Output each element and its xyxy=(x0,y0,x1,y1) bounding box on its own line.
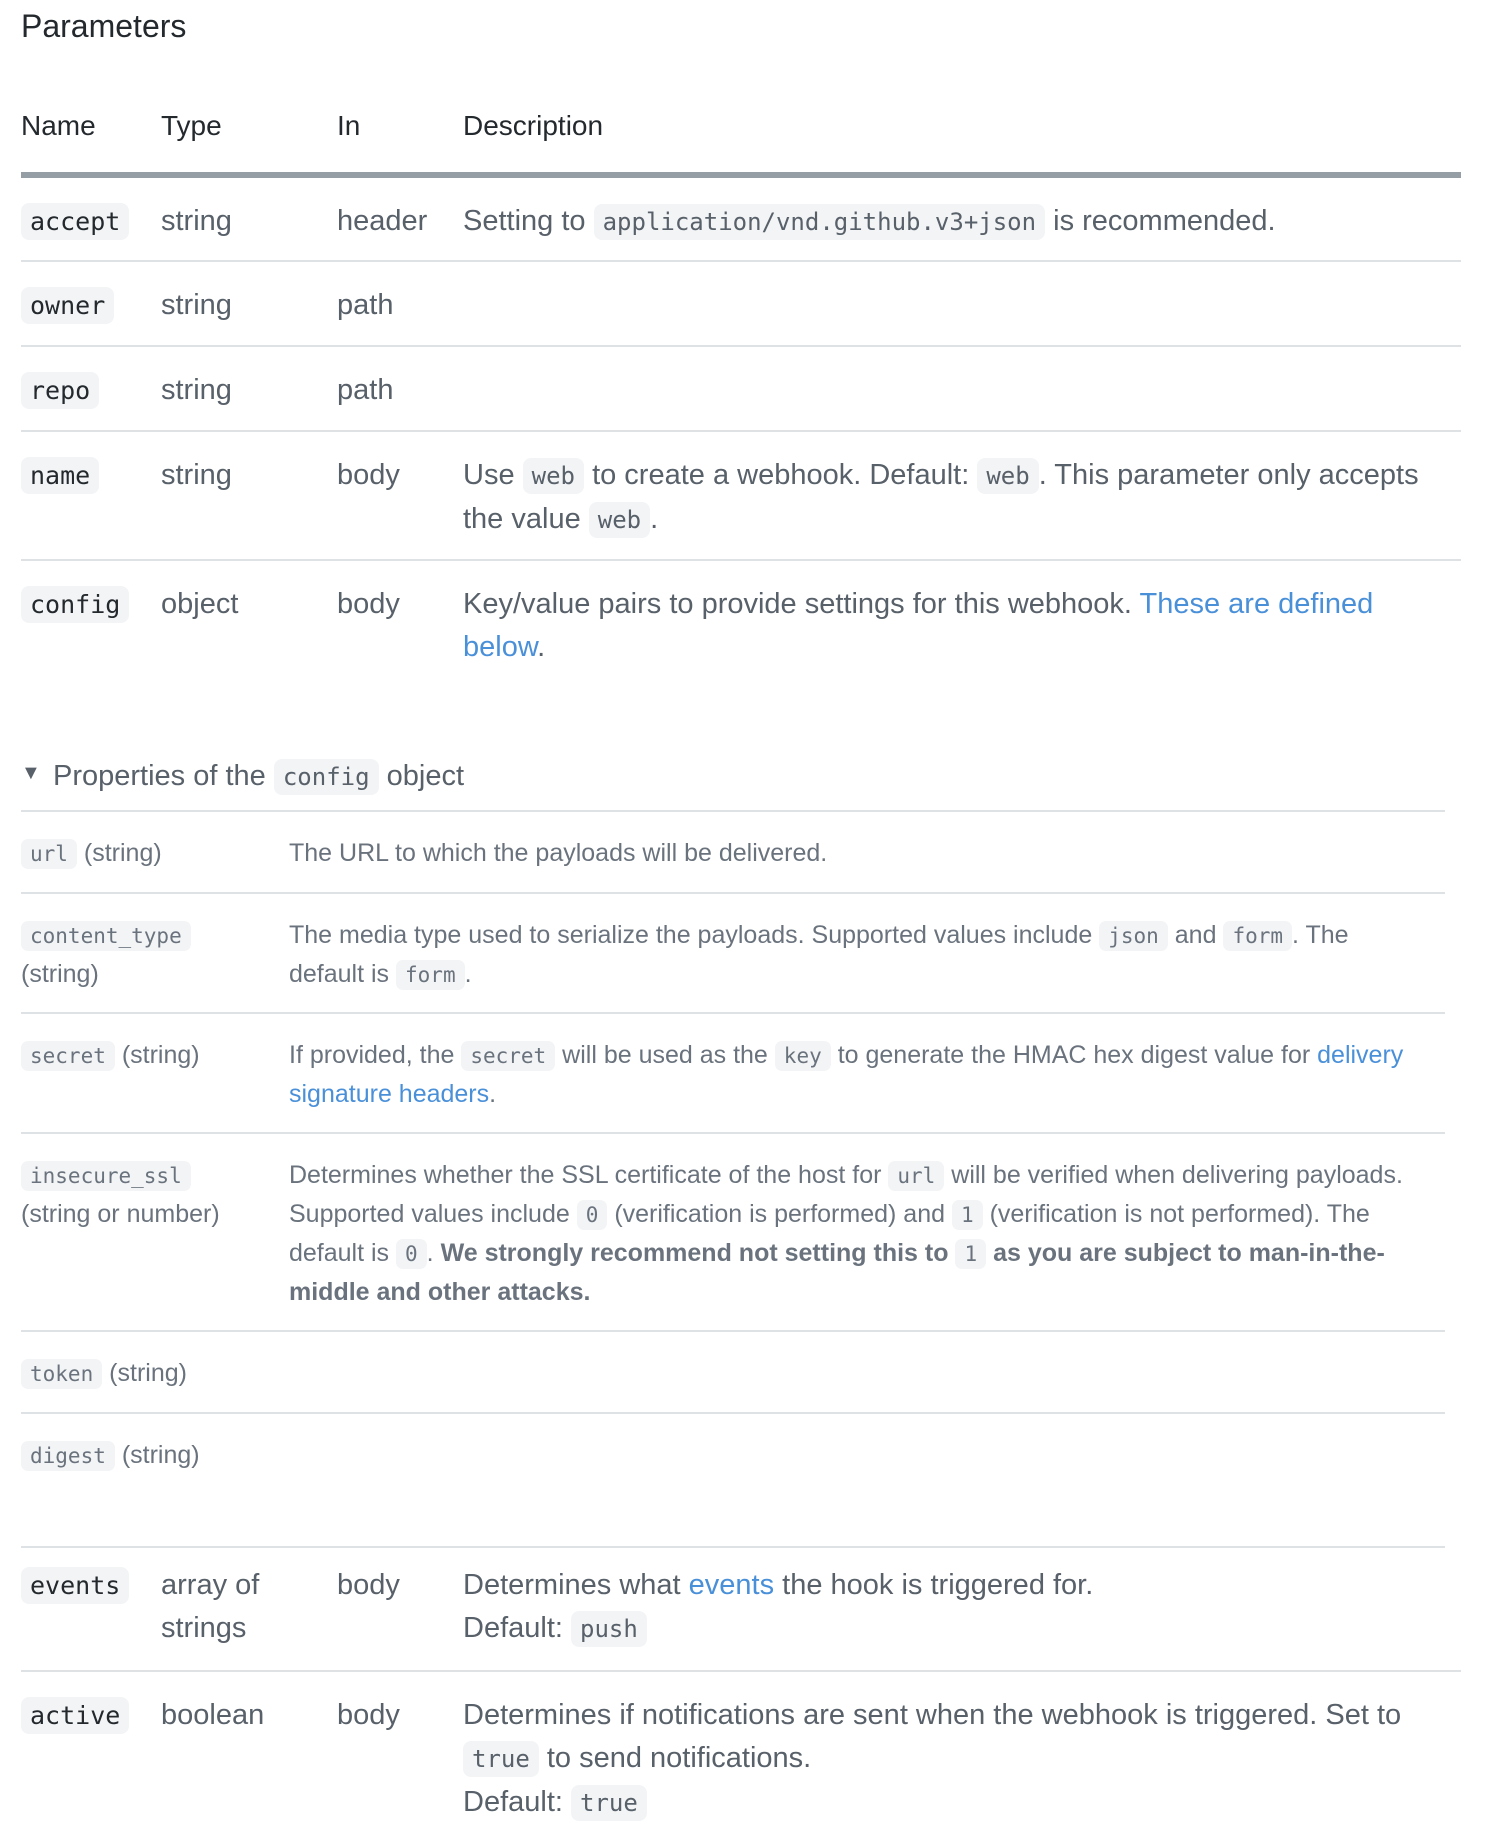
table-row xyxy=(21,432,1461,561)
property-name: content_type xyxy=(21,921,191,951)
parameters-table xyxy=(21,100,1461,687)
param-in: body xyxy=(337,459,400,491)
param-in: body xyxy=(337,1699,400,1731)
property-description: Determines whether the SSL certificate of the host for url will be verified when delivering payloads. Supported values include 0 (verification is performed) and 1 (verification is not performed). The default is 0 . We strongly recommend not setting this to 1 as you are subject to man-in-the-middle and other attacks. xyxy=(289,1161,1403,1306)
param-in: path xyxy=(337,374,394,406)
header-name: Name xyxy=(21,110,96,141)
param-type: boolean xyxy=(161,1699,265,1731)
table-row xyxy=(21,1542,1461,1672)
param-in: body xyxy=(337,588,400,620)
property-row: content_type (string) The media type used to serialize the payloads. Supported values include json and form . The default is form . xyxy=(21,894,1445,1014)
defined-below-link[interactable]: These are defined below xyxy=(463,588,1374,663)
inline-code: web xyxy=(589,502,650,538)
property-name: url xyxy=(21,839,77,869)
section-title: Parameters xyxy=(21,8,187,44)
inline-code: web xyxy=(977,458,1038,494)
config-properties xyxy=(21,738,1445,1548)
property-row: url (string) The URL to which the payloads will be delivered. xyxy=(21,812,1445,894)
param-type: object xyxy=(161,588,239,620)
param-in: header xyxy=(337,205,428,237)
property-description: The media type used to serialize the payloads. Supported values include json and form . The default is form . xyxy=(289,921,1349,988)
property-name: token xyxy=(21,1359,102,1389)
param-type: string xyxy=(161,374,232,406)
param-name: events xyxy=(21,1567,129,1604)
table-row xyxy=(21,561,1461,687)
table-row xyxy=(21,178,1461,262)
property-row: token (string) xyxy=(21,1332,1445,1414)
table-header xyxy=(21,100,1461,178)
header-type: Type xyxy=(161,110,222,141)
inline-code: config xyxy=(274,759,379,795)
param-name: config xyxy=(21,586,129,623)
property-name: insecure_ssl xyxy=(21,1161,191,1191)
table-row xyxy=(21,262,1461,347)
table-row xyxy=(21,1672,1461,1832)
inline-code: push xyxy=(571,1611,647,1647)
inline-code: true xyxy=(463,1741,539,1777)
param-name: repo xyxy=(21,372,99,409)
param-name: active xyxy=(21,1697,129,1734)
property-name: digest xyxy=(21,1441,115,1471)
property-row: insecure_ssl (string or number) Determines whether the SSL certificate of the host for url will be verified when delivering payloads. Supported values include 0 (verification is performed) and 1 (verification is not performed). The default is 0 . We strongly recommend not setting this to 1 as you are subject to man-in-the-middle and other attacks. xyxy=(21,1134,1445,1332)
triangle-down-icon: ▼ xyxy=(21,762,41,784)
parameters-table-continued xyxy=(21,1542,1461,1832)
param-type: array of strings xyxy=(161,1569,260,1644)
param-description: Key/value pairs to provide settings for this webhook. These are defined below. xyxy=(463,588,1374,663)
inline-code: application/vnd.github.v3+json xyxy=(594,204,1045,240)
param-type: string xyxy=(161,205,232,237)
property-description: If provided, the secret will be used as the key to generate the HMAC hex digest value for delivery signature headers. xyxy=(289,1041,1404,1108)
param-name: accept xyxy=(21,203,129,240)
param-in: path xyxy=(337,289,394,321)
events-link[interactable]: events xyxy=(688,1569,775,1601)
header-in: In xyxy=(337,110,361,141)
property-row: secret (string) If provided, the secret will be used as the key to generate the HMAC hex digest value for delivery signature headers. xyxy=(21,1014,1445,1134)
property-description: The URL to which the payloads will be delivered. xyxy=(289,839,828,867)
delivery-signature-headers-link[interactable]: delivery signature headers xyxy=(289,1041,1404,1108)
table-row xyxy=(21,347,1461,432)
param-type: string xyxy=(161,459,232,491)
param-description: Use web to create a webhook. Default: web . This parameter only accepts the value web . xyxy=(463,454,1463,542)
property-name: secret xyxy=(21,1041,115,1071)
header-description: Description xyxy=(463,110,604,141)
param-name: name xyxy=(21,457,99,494)
property-row: digest (string) xyxy=(21,1414,1445,1548)
param-name: owner xyxy=(21,287,114,324)
inline-code: web xyxy=(523,458,584,494)
param-in: body xyxy=(337,1569,400,1601)
param-description: Determines what events the hook is triggered for. Default: push xyxy=(463,1564,1463,1651)
config-properties-toggle[interactable]: ▼ Properties of the config object xyxy=(21,738,1445,812)
inline-code: true xyxy=(571,1785,647,1821)
param-description: Setting to application/vnd.github.v3+json is recommended. xyxy=(463,200,1463,244)
param-description: Determines if notifications are sent when the webhook is triggered. Set to true to send notifications. Default: true xyxy=(463,1694,1463,1825)
param-type: string xyxy=(161,289,232,321)
